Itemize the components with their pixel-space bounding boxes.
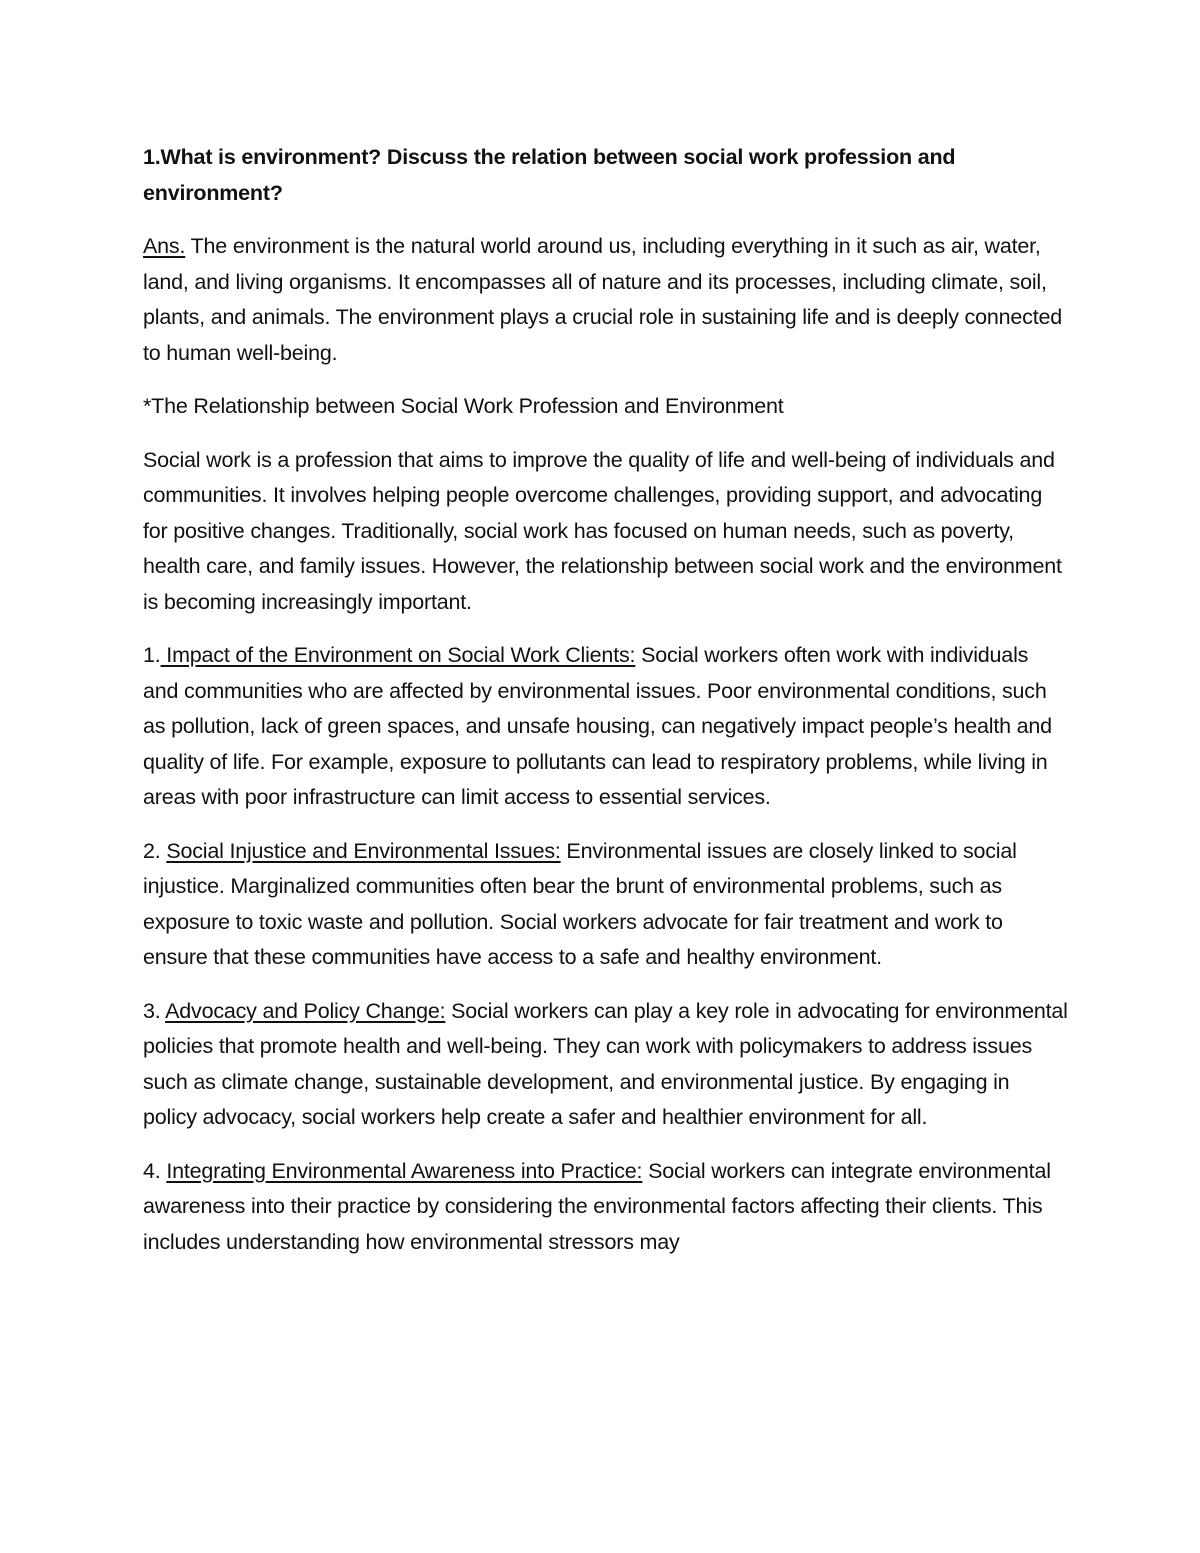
point-1 <box>143 638 1068 816</box>
point-heading: Social Injustice and Environmental Issues: <box>166 838 561 863</box>
point-heading: Impact of the Environment on Social Work Clients: <box>160 643 636 667</box>
point-4 <box>143 1154 1068 1261</box>
answer-paragraph <box>143 229 1068 371</box>
point-number: 4. <box>143 1158 167 1183</box>
point-text: Social workers often work with individuals and communities who are affected by environmental issues. Poor environmental conditions, such as pollution, lack of green spaces, and unsafe housing, can negatively impact people’s health and quality of life. For example, exposure to pollutants can lead to respiratory problems, while living in areas with poor infrastructure can limit access to essential services. <box>143 643 1052 809</box>
point-text: Social workers can integrate environmental awareness into their practice by considering the environmental factors affecting their clients. This includes understanding how environmental stressors may <box>143 1158 1051 1254</box>
point-number: 3. <box>143 998 166 1023</box>
point-number: 2. <box>143 838 167 863</box>
point-text: Social workers can play a key role in advocating for environmental policies that promote health and well-being. They can work with policymakers to address issues such as climate change, sustainable development, and environmental justice. By engaging in policy advocacy, social workers help create a safer and healthier environment for all. <box>143 998 1068 1129</box>
point-heading: Advocacy and Policy Change: <box>165 998 446 1023</box>
point-3 <box>143 994 1068 1136</box>
question-heading: 1.What is environment? Discuss the relation between social work profession and environment? <box>143 145 956 205</box>
intro-paragraph: Social work is a profession that aims to improve the quality of life and well-being of individuals and communities. It involves helping people overcome challenges, providing support, and advocating for positive changes. Traditionally, social work has focused on human needs, such as poverty, health care, and family issues. However, the relationship between social work and the environment is becoming increasingly important. <box>143 447 1062 614</box>
answer-text: The environment is the natural world around us, including everything in it such as air, water, land, and living organisms. It encompasses all of nature and its processes, including climate, soil, plants, and animals. The environment plays a crucial role in sustaining life and is deeply connected to human well-being. <box>143 234 1062 365</box>
answer-label: Ans. <box>143 234 186 258</box>
point-heading: Integrating Environmental Awareness into Practice: <box>166 1158 643 1183</box>
document-page <box>143 140 1068 1278</box>
point-2 <box>143 834 1068 976</box>
point-text: Environmental issues are closely linked to social injustice. Marginalized communities often bear the brunt of environmental problems, such as exposure to toxic waste and pollution. Social workers advocate for fair treatment and work to ensure that these communities have access to a safe and healthy environment. <box>143 838 1017 969</box>
subheading: *The Relationship between Social Work Profession and Environment <box>143 394 784 418</box>
point-number: 1. <box>143 643 161 667</box>
